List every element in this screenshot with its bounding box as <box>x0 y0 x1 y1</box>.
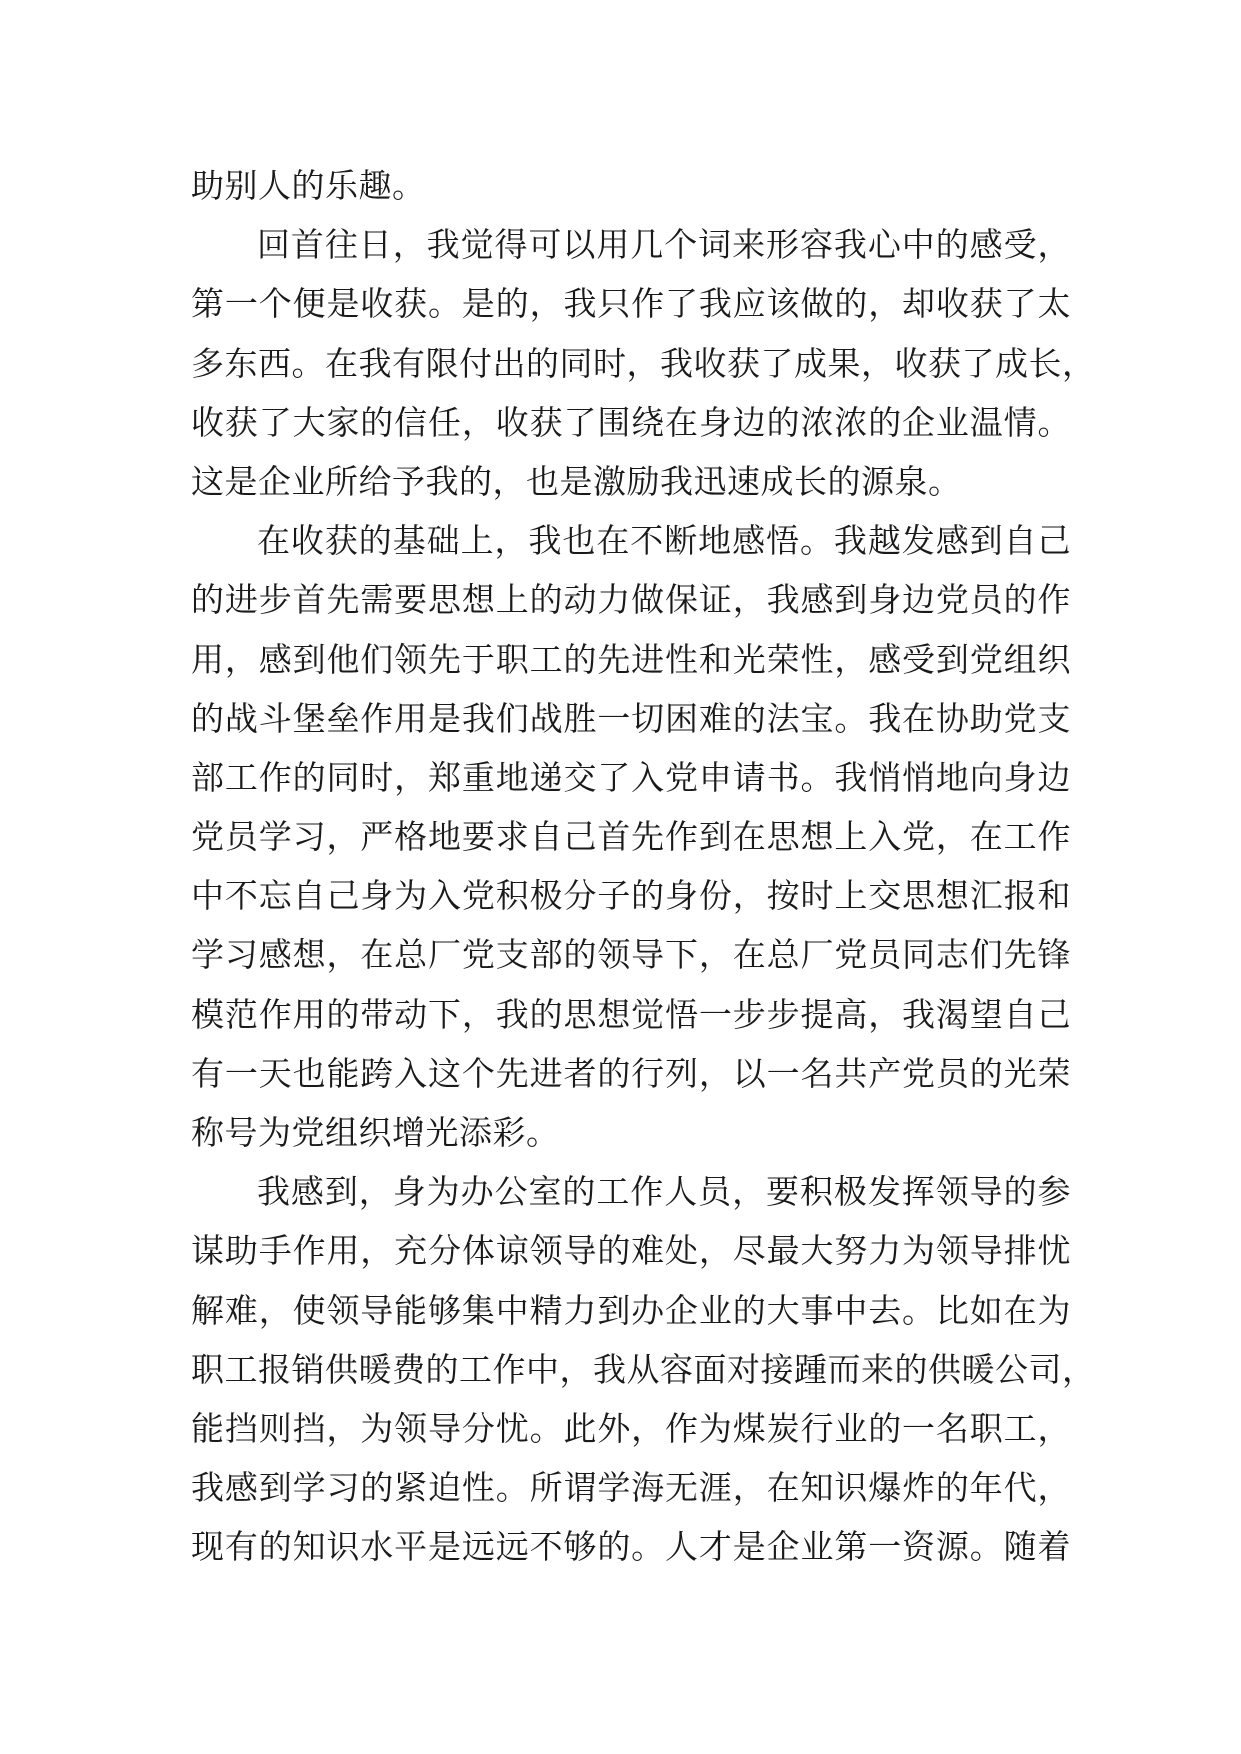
text-line: 有一天也能跨入这个先进者的行列，以一名共产党员的光荣 <box>191 1053 1071 1093</box>
text-line: 中不忘自己身为入党积极分子的身份，按时上交思想汇报和 <box>191 876 1071 916</box>
text-line: 的进步首先需要思想上的动力做保证，我感到身边党员的作 <box>191 580 1071 620</box>
text-line: 学习感想，在总厂党支部的领导下，在总厂党员同志们先锋 <box>191 935 1071 975</box>
text-line: 多东西。在我有限付出的同时，我收获了成果，收获了成长， <box>191 343 1096 383</box>
text-line: 称号为党组织增光添彩。 <box>191 1113 560 1152</box>
text-line: 谋助手作用，充分体谅领导的难处，尽最大努力为领导排忧 <box>191 1231 1071 1271</box>
text-line: 解难，使领导能够集中精力到办企业的大事中去。比如在为 <box>191 1290 1071 1330</box>
text-line: 我感到，身为办公室的工作人员，要积极发挥领导的参 <box>257 1172 1071 1212</box>
text-line: 第一个便是收获。是的，我只作了我应该做的，却收获了太 <box>191 284 1071 324</box>
text-line: 收获了大家的信任，收获了围绕在身边的浓浓的企业温情。 <box>191 402 1071 442</box>
text-line: 我感到学习的紧迫性。所谓学海无涯，在知识爆炸的年代， <box>191 1468 1071 1508</box>
text-line: 职工报销供暖费的工作中，我从容面对接踵而来的供暖公司， <box>191 1349 1096 1389</box>
text-line: 部工作的同时，郑重地递交了入党申请书。我悄悄地向身边 <box>191 757 1071 797</box>
text-line: 的战斗堡垒作用是我们战胜一切困难的法宝。我在协助党支 <box>191 698 1071 738</box>
text-line: 这是企业所给予我的，也是激励我迅速成长的源泉。 <box>191 461 962 501</box>
text-line: 现有的知识水平是远远不够的。人才是企业第一资源。随着 <box>191 1527 1071 1567</box>
text-line: 在收获的基础上，我也在不断地感悟。我越发感到自己 <box>257 521 1071 561</box>
text-line: 回首往日，我觉得可以用几个词来形容我心中的感受， <box>257 225 1071 265</box>
body-text <box>191 156 1096 1577</box>
text-line: 模范作用的带动下，我的思想觉悟一步步提高，我渴望自己 <box>191 994 1071 1034</box>
text-line: 用，感到他们领先于职工的先进性和光荣性，感受到党组织 <box>191 639 1071 679</box>
text-line: 党员学习，严格地要求自己首先作到在思想上入党，在工作 <box>191 817 1071 857</box>
text-line: 能挡则挡，为领导分忧。此外，作为煤炭行业的一名职工， <box>191 1408 1071 1448</box>
text-line: 助别人的乐趣。 <box>191 166 426 205</box>
